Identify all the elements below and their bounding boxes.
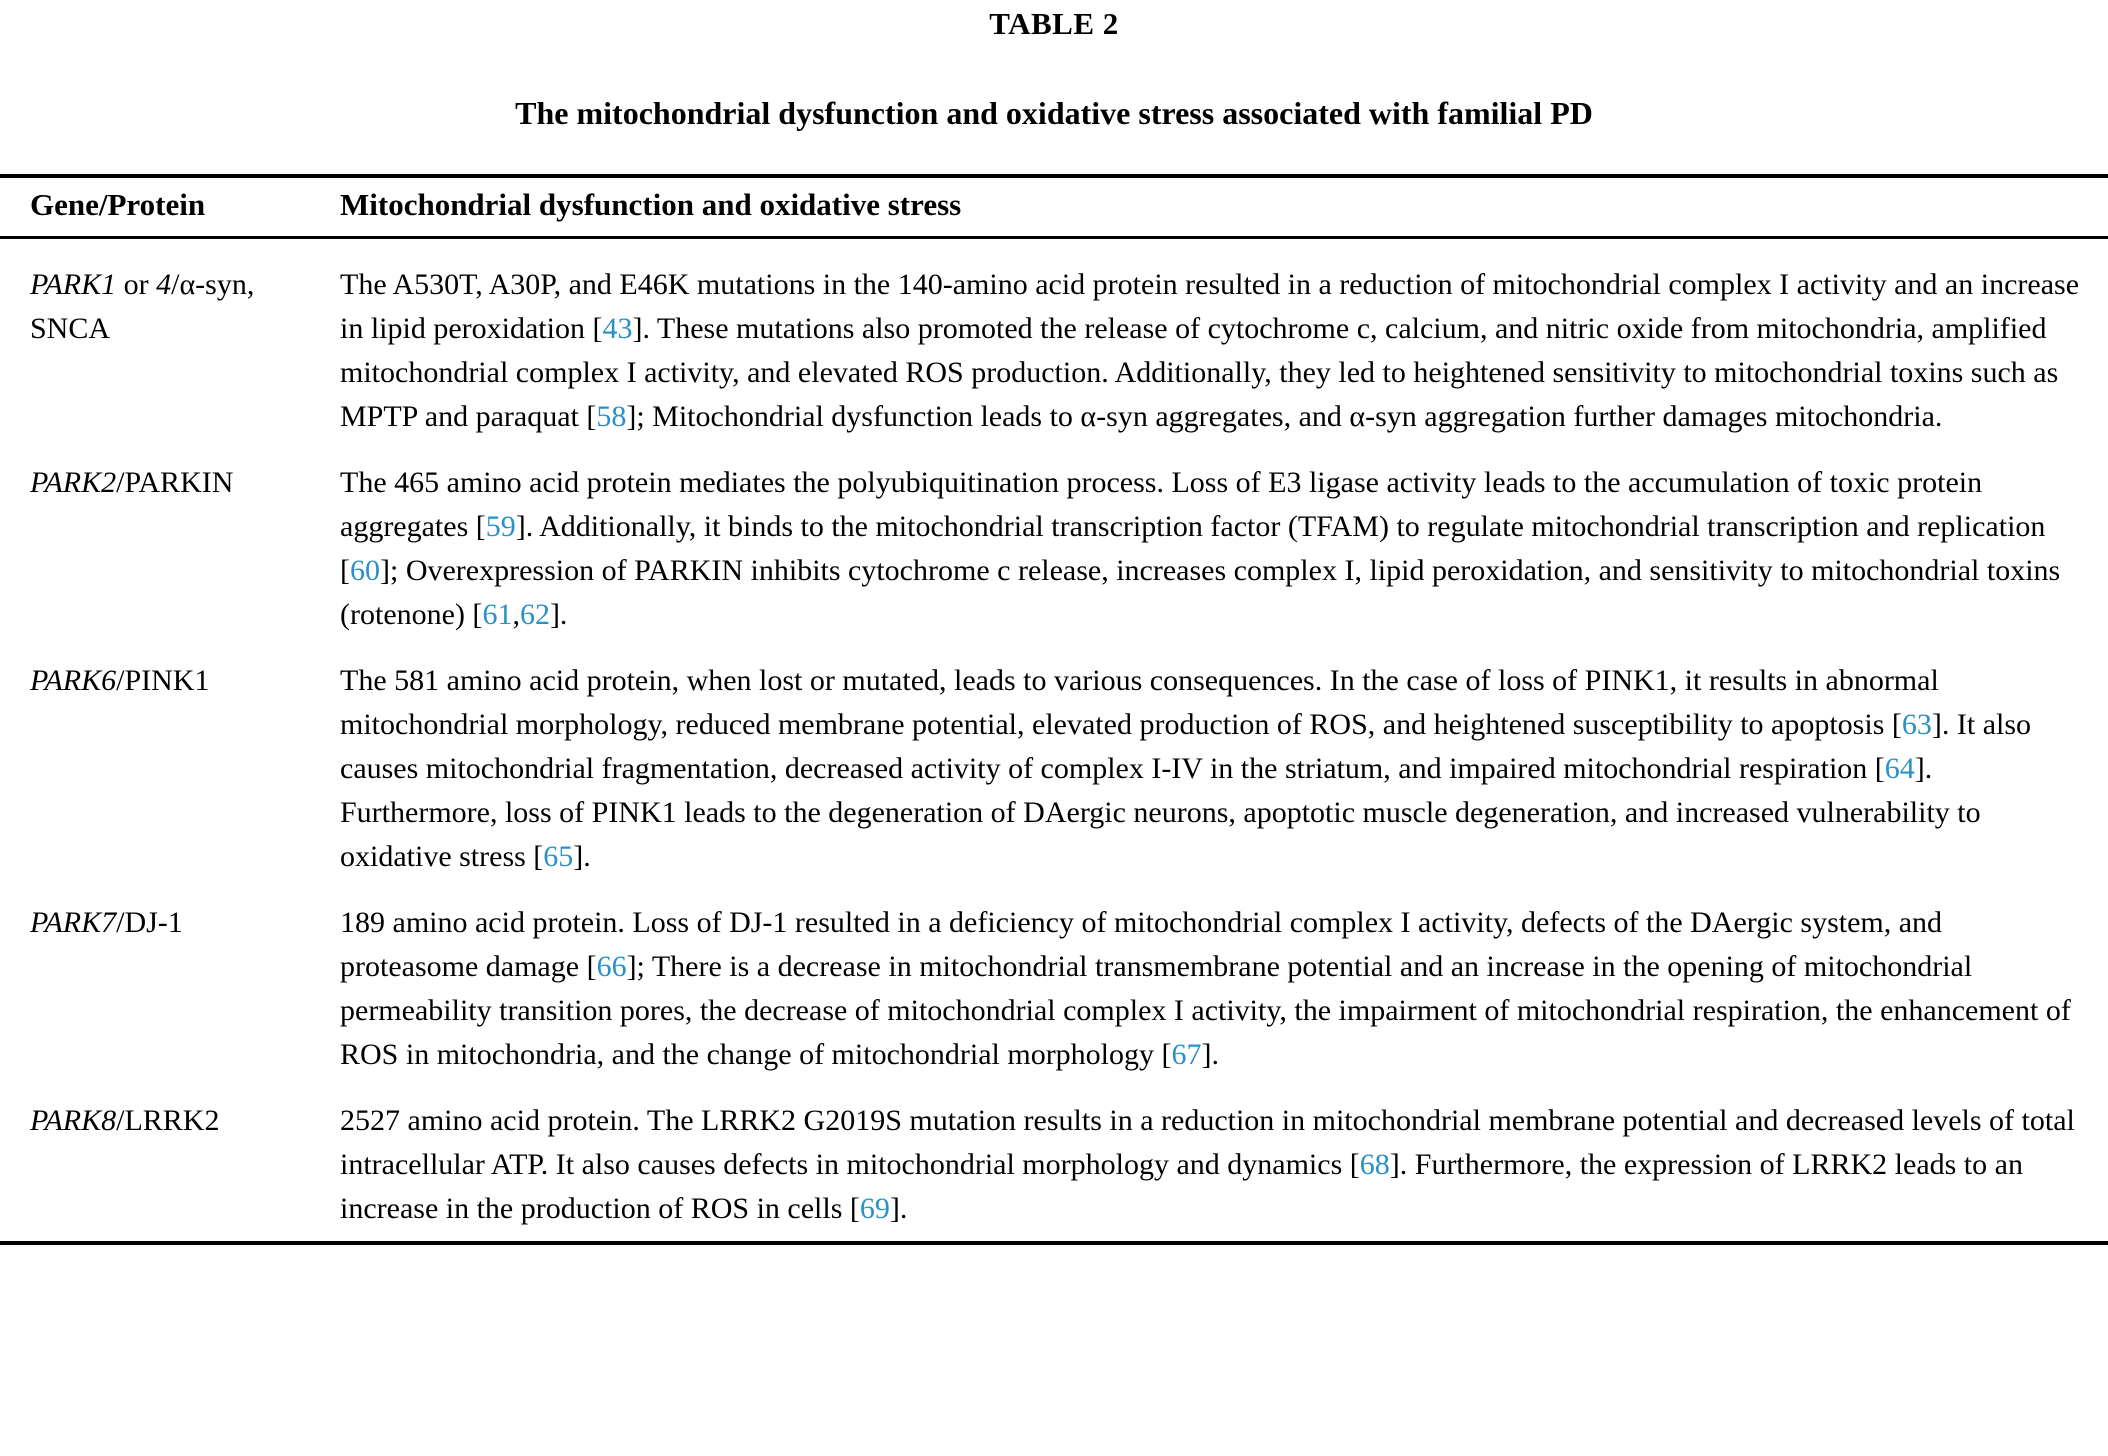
table-row <box>0 1099 2108 1231</box>
description-cell: 189 amino acid protein. Loss of DJ-1 resulted in a deficiency of mitochondrial complex I activity, defects of the DAergic system, and proteasome damage [66]; There is a decrease in mitochondrial transmembrane potential and an increase in the opening of mitochondrial permeability transition pores, the decrease of mitochondrial complex I activity, the impairment of mitochondrial respiration, the enhancement of ROS in mitochondria, and the change of mitochondrial morphology [67]. <box>340 906 2071 1071</box>
gene-cell: PARK2/PARKIN <box>30 466 234 499</box>
table-row <box>0 901 2108 1077</box>
citation-ref[interactable]: 66 <box>596 950 627 983</box>
citation-ref[interactable]: 67 <box>1171 1038 1202 1071</box>
description-cell: The A530T, A30P, and E46K mutations in the 140-amino acid protein resulted in a reduction of mitochondrial complex I activity and an increase in lipid peroxidation [43]. These mutations also promoted the release of cytochrome c, calcium, and nitric oxide from mitochondria, amplified mitochondrial complex I activity, and elevated ROS production. Additionally, they led to heightened sensitivity to mitochondrial toxins such as MPTP and paraquat [58]; Mitochondrial dysfunction leads to α-syn aggregates, and α-syn aggregation further damages mitochondria. <box>340 268 2080 433</box>
gene-cell: PARK8/LRRK2 <box>30 1104 220 1137</box>
column-header-gene-protein: Gene/Protein <box>30 187 206 222</box>
gene-cell: PARK6/PINK1 <box>30 664 210 697</box>
citation-ref[interactable]: 64 <box>1884 752 1915 785</box>
gene-symbol: PARK7 <box>30 906 117 939</box>
table-header-row <box>0 178 2108 239</box>
description-cell: 2527 amino acid protein. The LRRK2 G2019S mutation results in a reduction in mitochondrial membrane potential and decreased levels of total intracellular ATP. It also causes defects in mitochondrial morphology and dynamics [68]. Furthermore, the expression of LRRK2 leads to an increase in the production of ROS in cells [69]. <box>340 1104 2075 1225</box>
gene-symbol: PARK8 <box>30 1104 117 1137</box>
citation-ref[interactable]: 43 <box>602 312 633 345</box>
citation-ref[interactable]: 69 <box>859 1192 890 1225</box>
citation-ref[interactable]: 63 <box>1901 708 1932 741</box>
gene-cell: PARK1 or 4/α-syn, SNCA <box>30 268 255 345</box>
citation-ref[interactable]: 61 <box>482 598 513 631</box>
citation-ref[interactable]: 58 <box>596 400 627 433</box>
citation-ref[interactable]: 65 <box>543 840 574 873</box>
citation-ref[interactable]: 59 <box>485 510 516 543</box>
table-caption: The mitochondrial dysfunction and oxidative stress associated with familial PD <box>515 95 1593 131</box>
gene-symbol: PARK6 <box>30 664 117 697</box>
column-header-mitochondrial-dysfunction: Mitochondrial dysfunction and oxidative stress <box>340 187 962 222</box>
gene-symbol: PARK2 <box>30 466 117 499</box>
gene-cell: PARK7/DJ-1 <box>30 906 183 939</box>
citation-ref[interactable]: 60 <box>350 554 380 587</box>
gene-symbol: PARK1 <box>30 268 117 301</box>
citation-ref[interactable]: 68 <box>1359 1148 1390 1181</box>
description-cell: The 465 amino acid protein mediates the polyubiquitination process. Loss of E3 ligase activity leads to the accumulation of toxic protein aggregates [59]. Additionally, it binds to the mitochondrial transcription factor (TFAM) to regulate mitochondrial transcription and replication [60]; Overexpression of PARKIN inhibits cytochrome c release, increases complex I, lipid peroxidation, and sensitivity to mitochondrial toxins (rotenone) [61,62]. <box>340 466 2061 631</box>
table-number-label: TABLE 2 <box>989 6 1119 41</box>
table-row <box>0 461 2108 637</box>
description-cell: The 581 amino acid protein, when lost or mutated, leads to various consequences. In the case of loss of PINK1, it results in abnormal mitochondrial morphology, reduced membrane potential, elevated production of ROS, and heightened susceptibility to apoptosis [63]. It also causes mitochondrial fragmentation, decreased activity of complex I-IV in the striatum, and impaired mitochondrial respiration [64]. Furthermore, loss of PINK1 leads to the degeneration of DAergic neurons, apoptotic muscle degeneration, and increased vulnerability to oxidative stress [65]. <box>340 664 2032 873</box>
data-table <box>0 174 2108 1245</box>
gene-symbol: 4 <box>156 268 172 301</box>
table-row <box>0 263 2108 439</box>
table-row <box>0 659 2108 879</box>
citation-ref[interactable]: 62 <box>519 598 550 631</box>
